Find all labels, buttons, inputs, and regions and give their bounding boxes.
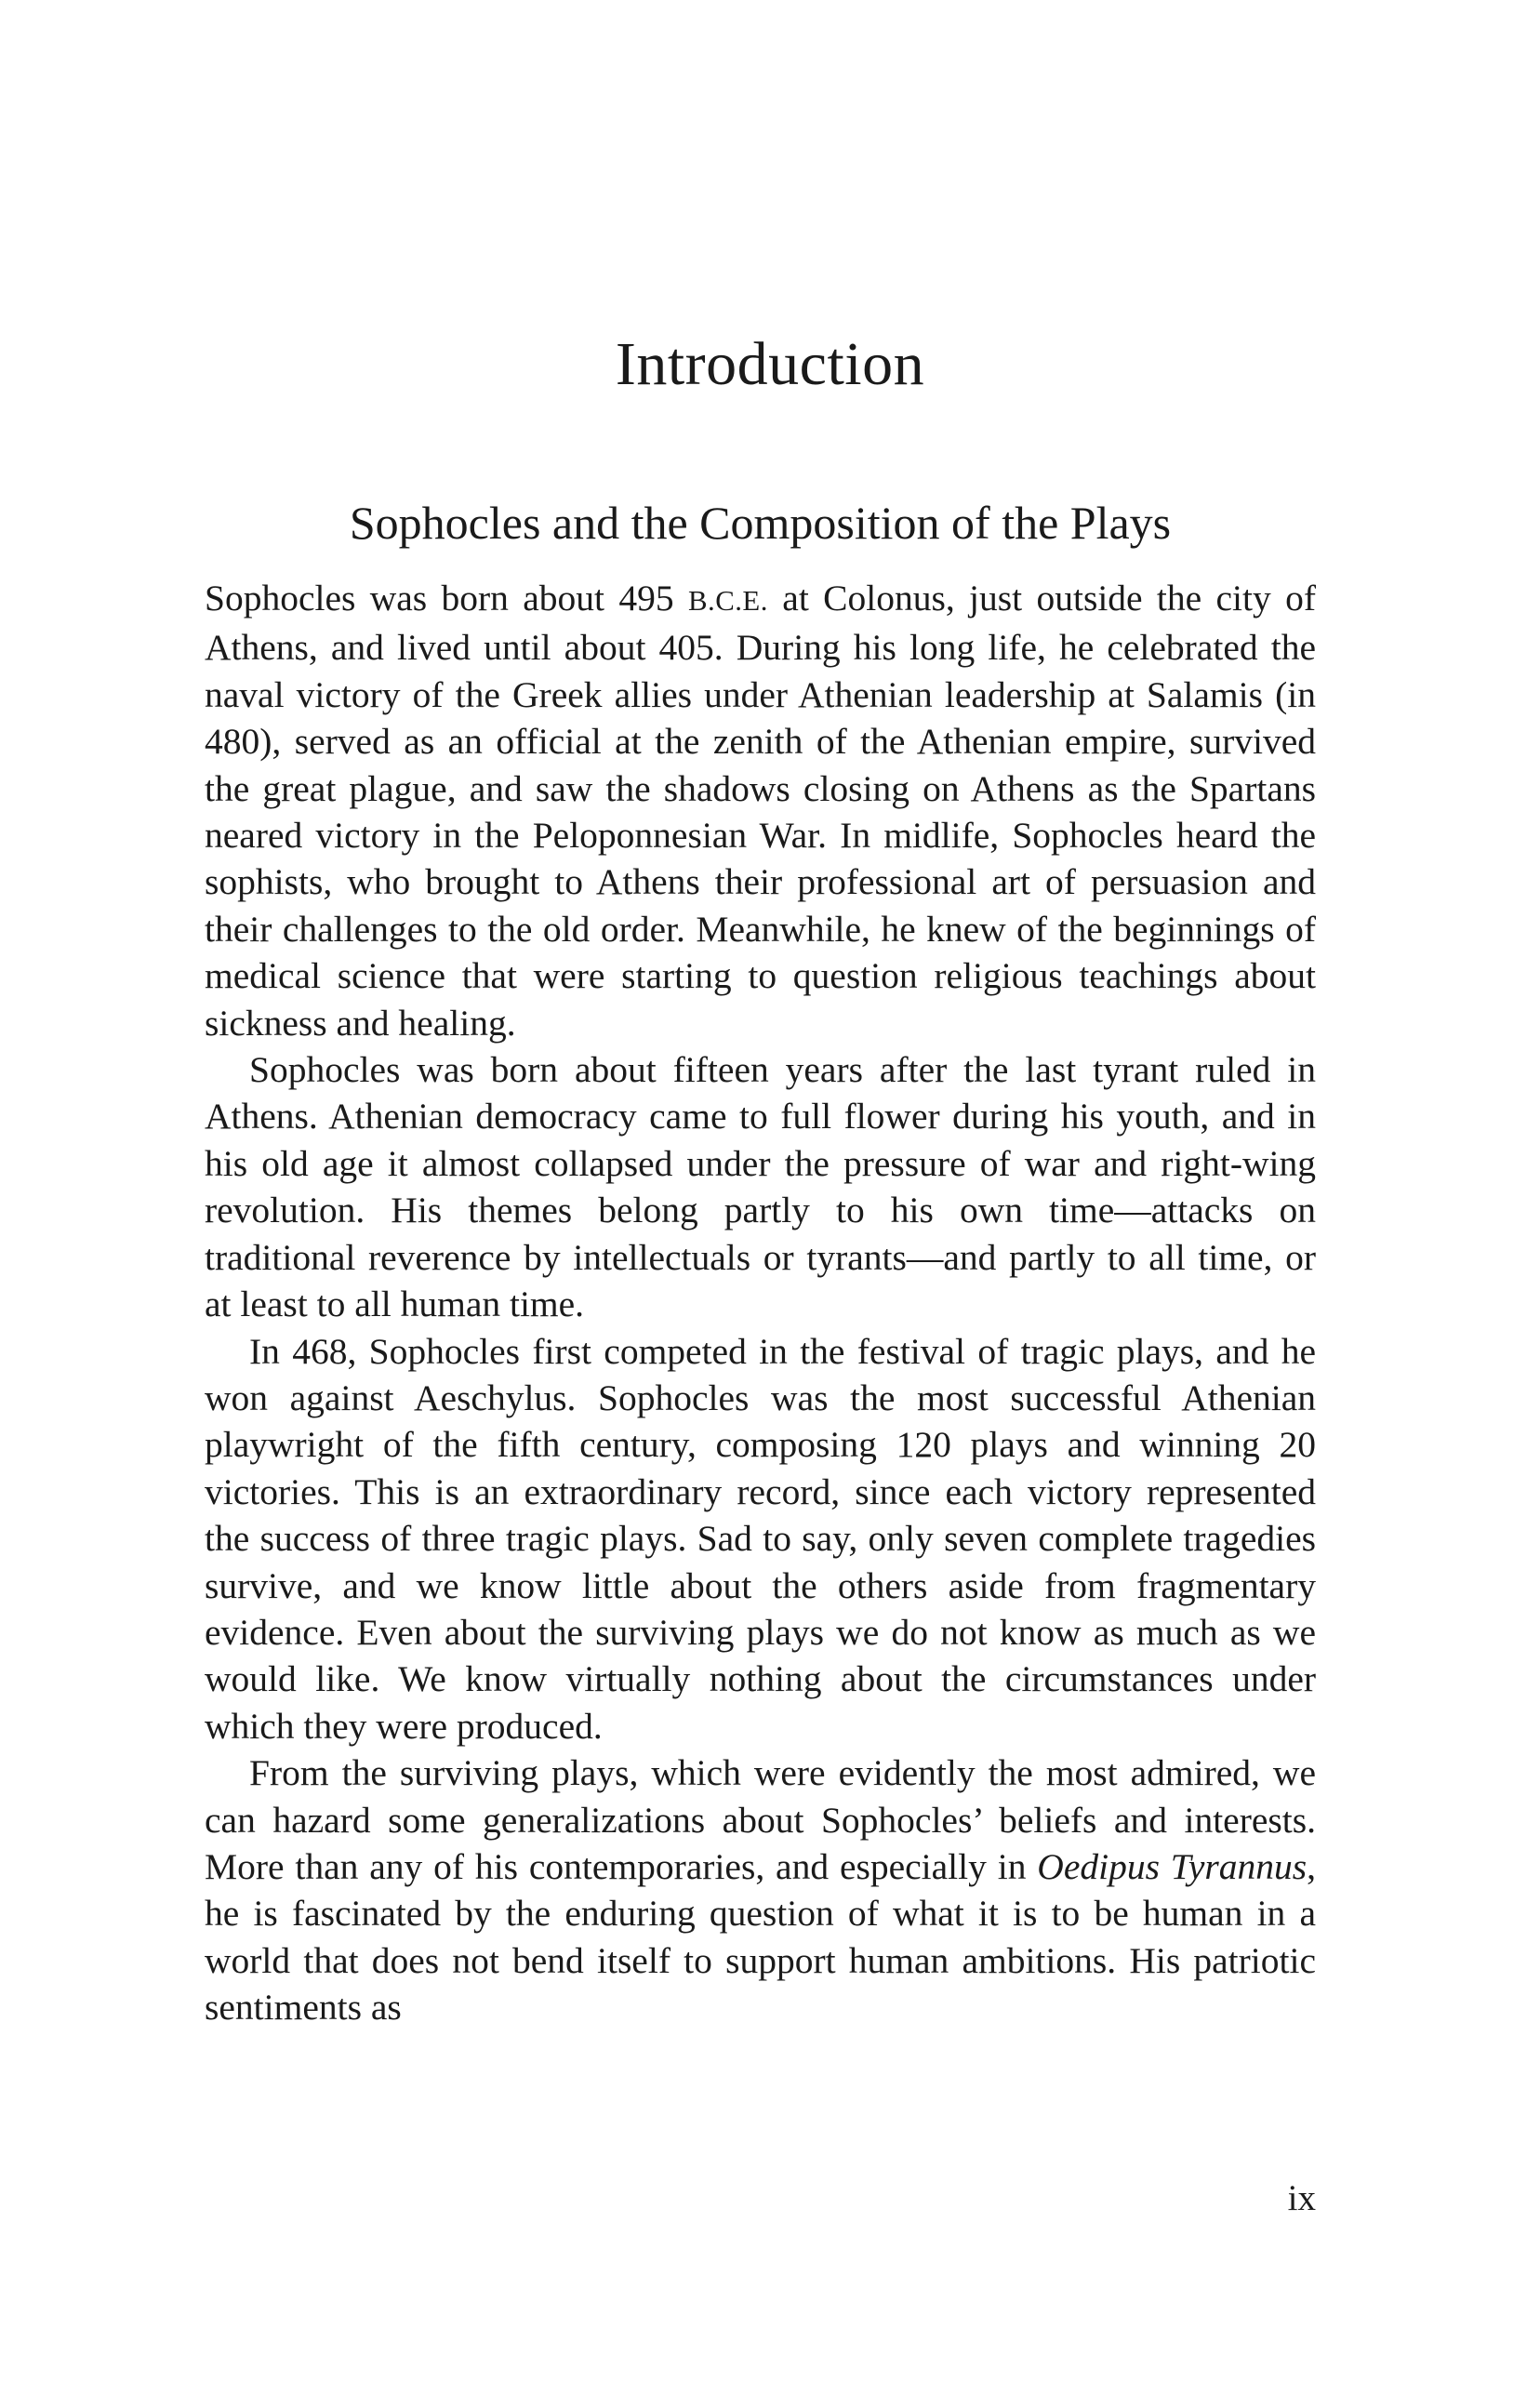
paragraph-4-text-rest: , he is fascinated by the enduring question of what it is to be human in a world that does not bend itself to support human ambitions. His patriotic sentiments as <box>205 1845 1316 2029</box>
paragraph-4 <box>205 1749 1316 2030</box>
section-heading: Sophocles and the Composition of the Plays <box>349 497 1172 549</box>
page-number: ix <box>1287 2178 1316 2218</box>
play-title-italic: Oedipus Tyrannus <box>1037 1845 1308 1887</box>
paragraph-4-text-start: From the surviving plays, which were evidently the most admired, we can hazard some generalizations about Sophocles’ beliefs and interests. More than any of his contemporaries, and especially in <box>205 1752 1316 1887</box>
paragraph-2: Sophocles was born about fifteen years after the last tyrant ruled in Athens. Athenian democracy came to full flower during his youth, and in his old age it almost collapsed under the pressure of war and right-wing revolution. His themes belong partly to his own time—attacks on traditional reverence by intellectuals or tyrants—and partly to all time, or at least to all human time. <box>205 1049 1316 1325</box>
paragraph-1-text-start: Sophocles was born about 495 <box>205 578 688 619</box>
paragraph-1 <box>205 575 1316 1046</box>
paragraph-3: In 468, Sophocles first competed in the festival of tragic plays, and he won against Aeschylus. Sophocles was the most successful Athenian playwright of the fifth century, composing 120 plays and winning 20 victories. This is an extraordinary record, since each victory represented the success of three tragic plays. Sad to say, only seven complete tragedies survive, and we know little about the others aside from fragmentary evidence. Even about the surviving plays we do not know as much as we would like. We know virtually nothing about the circumstances under which they were produced. <box>205 1330 1316 1747</box>
era-abbreviation: B.C.E. <box>687 585 768 617</box>
page-title: Introduction <box>615 330 925 398</box>
paragraph-1-text-rest: at Colonus, just outside the city of Athens, and lived until about 405. During his long life, he celebrated the naval victory of the Greek allies under Athenian leadership at Salamis (in 480), served as an official at the zenith of the Athenian empire, survived the great plague, and saw the shadows closing on Athens as the Spartans neared victory in the Peloponnesian War. In midlife, Sophocles heard the sophists, who brought to Athens their professional art of persuasion and their challenges to the old order. Meanwhile, he knew of the beginnings of medical science that were starting to question religious teachings about sickness and healing. <box>205 578 1317 1044</box>
body-text <box>205 575 1316 2031</box>
